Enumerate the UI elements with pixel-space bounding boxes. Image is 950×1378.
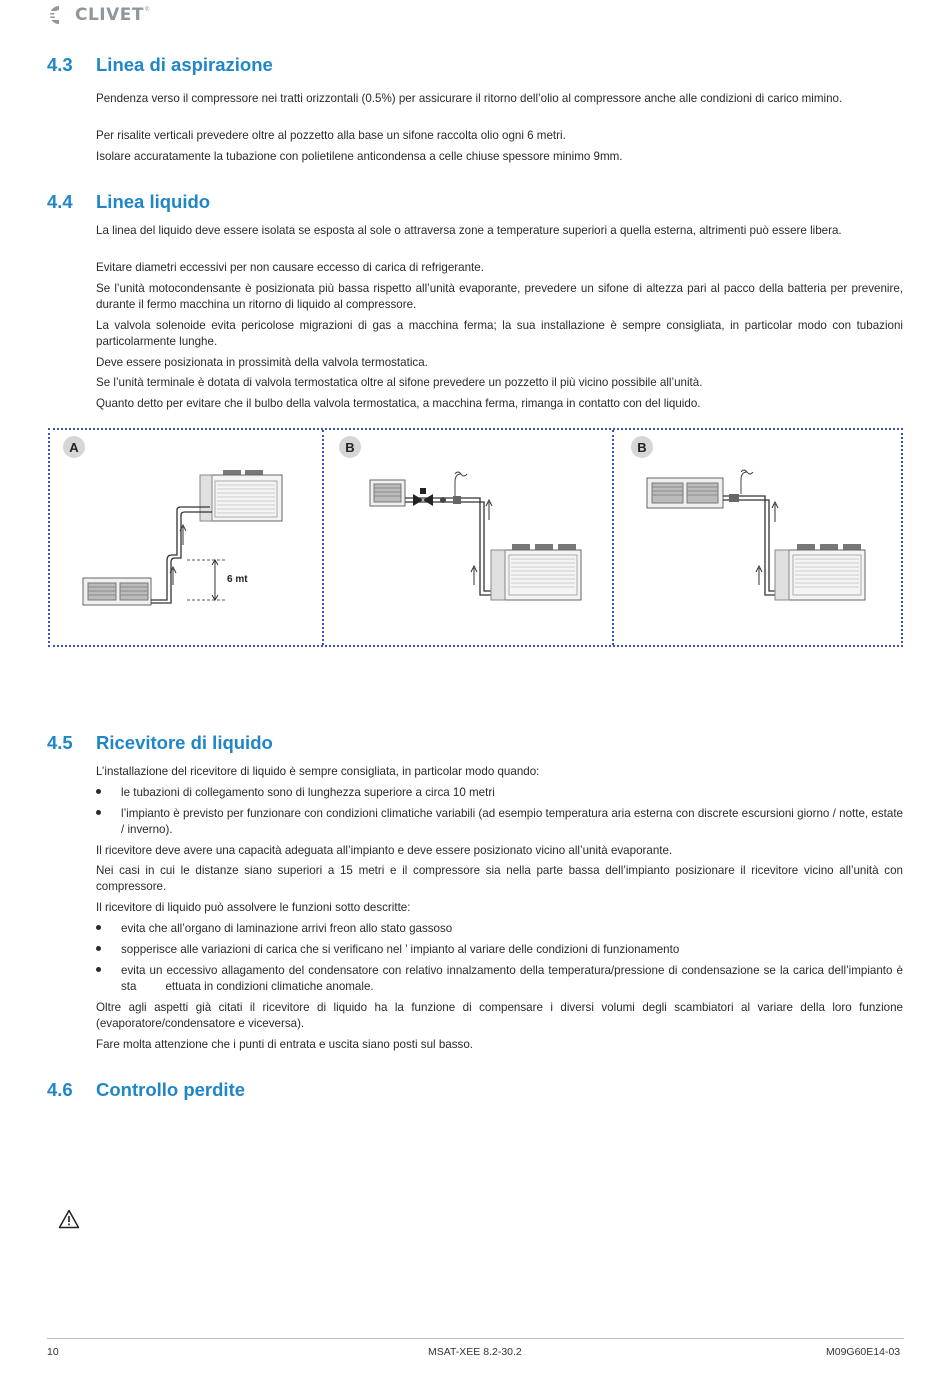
bullet-text: evita un eccessivo allagamento del condensatore con relativo innalzamento della temperatura/pressione di condensazione se la carica dell’impianto è sta ettuata in condizioni climatiche anomale. — [121, 964, 907, 993]
paragraph: Fare molta attenzione che i punti di entrata e uscita siano posti sul basso. — [96, 1038, 474, 1051]
panel-b1-diagram — [365, 460, 595, 610]
section-number: 4.3 — [47, 54, 73, 75]
bullet-icon — [96, 925, 101, 930]
paragraph: Se l’unità terminale è dotata di valvola termostatica oltre al sifone prevedere un pozzetto il più vicino possibile all’unità. — [96, 376, 703, 389]
clivet-logo — [47, 4, 149, 26]
panel-label-b: B — [339, 436, 361, 458]
footer-model: MSAT-XEE 8.2-30.2 — [428, 1346, 522, 1358]
condensing-unit — [775, 544, 865, 600]
bullet-icon — [96, 946, 101, 951]
section-title: Linea liquido — [96, 191, 211, 212]
section-title: Ricevitore di liquido — [96, 732, 273, 753]
height-dimension-label: 6 mt — [227, 574, 248, 585]
evaporator-unit — [647, 478, 723, 508]
panel-a-diagram — [75, 465, 295, 615]
bullet-icon — [96, 810, 101, 815]
bullet-text: evita che all’organo di laminazione arrivi freon allo stato gassoso — [121, 922, 453, 935]
bullet-icon — [96, 789, 101, 794]
clivet-logo-icon — [47, 5, 71, 25]
section-heading-4-3 — [47, 54, 273, 76]
paragraph: L’installazione del ricevitore di liquido è sempre consigliata, in particolar modo quando: — [96, 765, 540, 778]
panel-b2-diagram — [645, 460, 875, 610]
section-title: Linea di aspirazione — [96, 54, 273, 75]
section-number: 4.4 — [47, 191, 73, 212]
paragraph: Nei casi in cui le distanze siano superiori a 15 metri e il compressore sia nella parte bassa dell’impianto posizionare il ricevitore vicino all’unità con compressore. — [96, 864, 903, 893]
section-number: 4.6 — [47, 1079, 73, 1100]
section-heading-4-6 — [47, 1079, 245, 1101]
evaporator-unit — [370, 480, 405, 506]
paragraph: Oltre agli aspetti già citati il ricevitore di liquido ha la funzione di compensare i diversi volumi degli scambiatori al variare della loro funzione (evaporatore/condensatore e viceversa). — [96, 1001, 903, 1030]
page-number: 10 — [47, 1346, 59, 1358]
condensing-unit — [491, 544, 581, 600]
section-heading-4-5 — [47, 732, 273, 754]
footer-document-code: M09G60E14-03 — [826, 1346, 901, 1358]
footer-divider — [47, 1338, 904, 1339]
condensing-unit — [200, 470, 282, 521]
solenoid-valve — [413, 494, 433, 506]
paragraph: La linea del liquido deve essere isolata se esposta al sole o attraversa zone a temperature superiori a quella esterna, altrimenti può essere libera. — [96, 224, 842, 237]
paragraph: Per risalite verticali prevedere oltre al pozzetto alla base un sifone raccolta olio ogni 6 metri. — [96, 129, 566, 142]
figure-divider — [612, 430, 614, 645]
paragraph: La valvola solenoide evita pericolose migrazioni di gas a macchina ferma; la sua installazione è sempre consigliata, in particolar modo con tubazioni particolarmente lunghe. — [96, 319, 903, 348]
warning-icon — [58, 1209, 80, 1229]
logo-registered-mark: ® — [145, 7, 150, 13]
section-heading-4-4 — [47, 191, 210, 213]
section-number: 4.5 — [47, 732, 73, 753]
thermostatic-valve — [453, 496, 461, 504]
paragraph: Il ricevitore di liquido può assolvere le funzioni sotto descritte: — [96, 901, 411, 914]
bullet-text: l’impianto è previsto per funzionare con condizioni climatiche variabili (ad esempio temperatura aria esterna con discrete escursioni giorno / notte, estate / inverno). — [121, 807, 903, 836]
panel-label-b: B — [631, 436, 653, 458]
paragraph: Pendenza verso il compressore nei tratti orizzontali (0.5%) per assicurare il ritorno dell’olio al compressore anche alle condizioni di carico mimino. — [96, 92, 843, 105]
logo-text: CLIVET — [75, 5, 144, 25]
panel-label-a: A — [63, 436, 85, 458]
paragraph: Deve essere posizionata in prossimità della valvola termostatica. — [96, 356, 428, 369]
bullet-text: le tubazioni di collegamento sono di lunghezza superiore a circa 10 metri — [121, 786, 495, 799]
figure-divider — [322, 430, 324, 645]
thermostatic-valve — [729, 494, 739, 502]
paragraph: Quanto detto per evitare che il bulbo della valvola termostatica, a macchina ferma, rimanga in contatto con del liquido. — [96, 397, 701, 410]
paragraph: Evitare diametri eccessivi per non causare eccesso di carica di refrigerante. — [96, 261, 484, 274]
evaporator-unit — [83, 578, 151, 605]
paragraph: Il ricevitore deve avere una capacità adeguata all’impianto e deve essere posizionato vicino all’unità evaporante. — [96, 844, 673, 857]
paragraph: Se l’unità motocondensante è posizionata più bassa rispetto all’unità evaporante, prevedere un sifone di altezza pari al pacco della batteria per prevenire, durante il fermo macchina un ritorno di liquido al compressore. — [96, 282, 903, 311]
paragraph: Isolare accuratamente la tubazione con polietilene anticondensa a celle chiuse spessore minimo 9mm. — [96, 150, 623, 163]
section-title: Controllo perdite — [96, 1079, 246, 1100]
bullet-text: sopperisce alle variazioni di carica che si verificano nel ’ impianto al variare delle condizioni di funzionamento — [121, 943, 680, 956]
bullet-icon — [96, 967, 101, 972]
